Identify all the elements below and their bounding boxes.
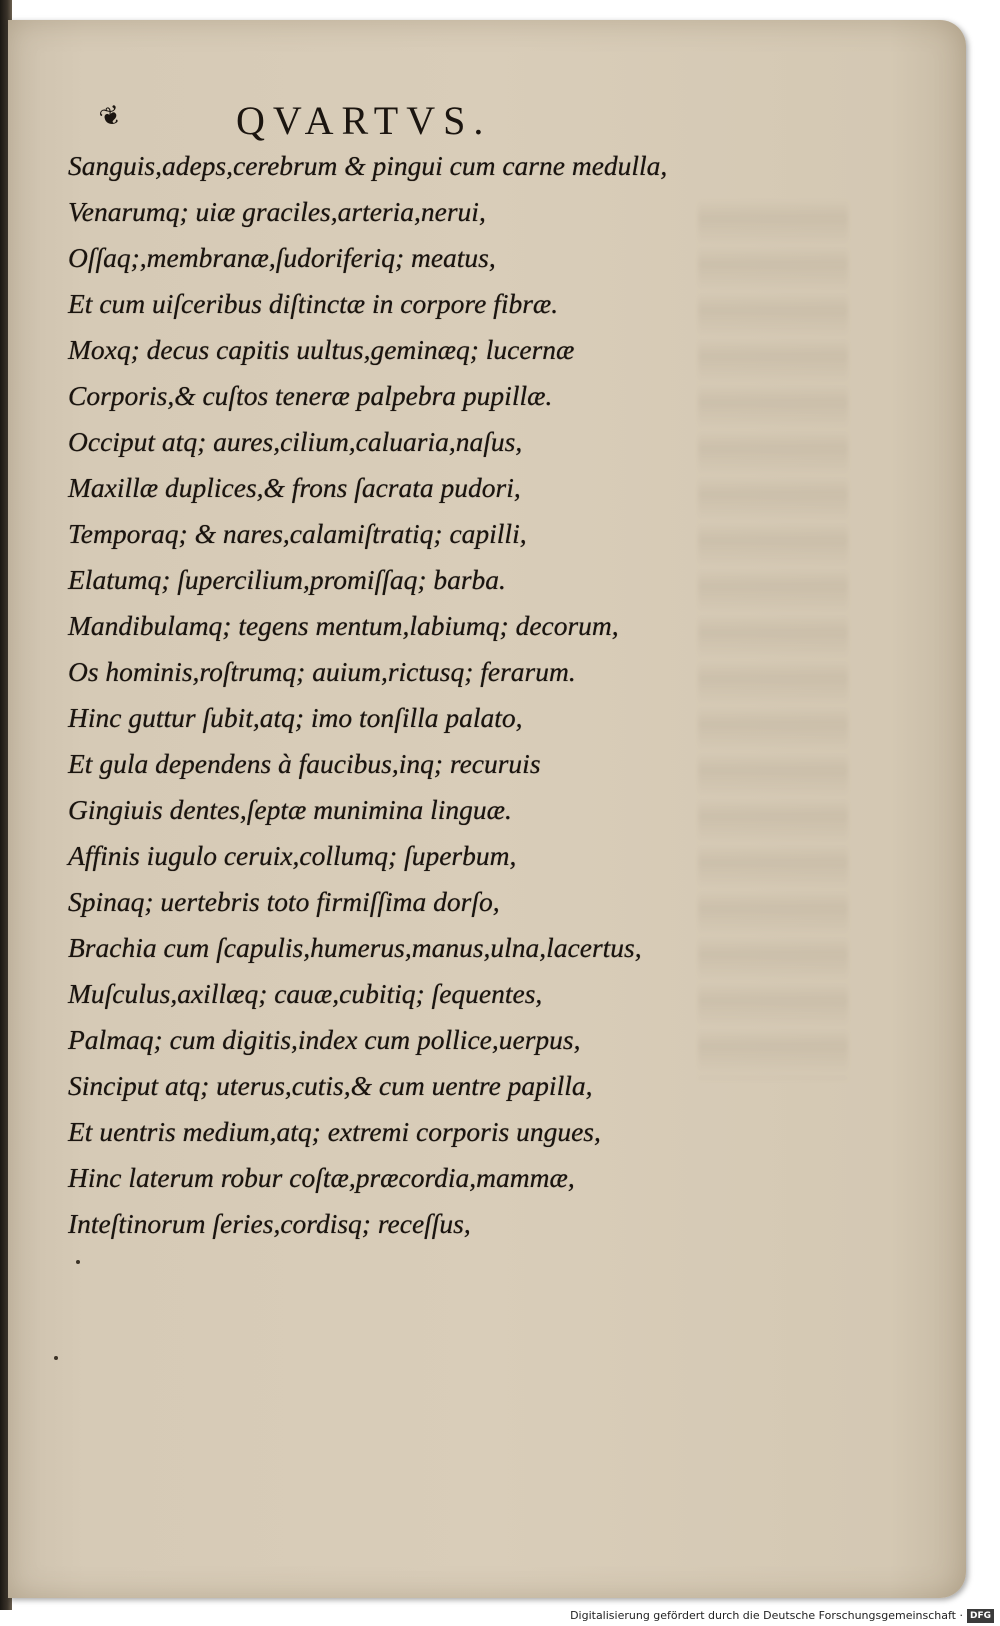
- ink-speck: [76, 1260, 80, 1264]
- verse-line: Occiput atq; aures,cilium,caluaria,naſus,: [68, 426, 523, 457]
- verse-line: Os hominis,roſtrumq; auium,rictusq; ferarum.: [68, 656, 576, 687]
- verse-line: Gingiuis dentes,ſeptæ munimina linguæ.: [68, 794, 512, 825]
- verse-line: Palmaq; cum digitis,index cum pollice,uerpus,: [68, 1024, 581, 1055]
- verse-line: Sinciput atq; uterus,cutis,& cum uentre papilla,: [68, 1070, 593, 1101]
- verse-line: Brachia cum ſcapulis,humerus,manus,ulna,lacertus,: [68, 932, 642, 963]
- verse-line: Venarumq; uiæ graciles,arteria,nerui,: [68, 196, 486, 227]
- verse-line: Muſculus,axillæq; cauæ,cubitiq; ſequentes,: [68, 978, 543, 1009]
- verse-text-block: [68, 150, 788, 1254]
- verse-line: Oſſaq;,membranæ,ſudoriferiq; meatus,: [68, 242, 496, 273]
- verse-line: Mandibulamq; tegens mentum,labiumq; decorum,: [68, 610, 619, 641]
- verse-line: Sanguis,adeps,cerebrum & pingui cum carne medulla,: [68, 150, 668, 181]
- verse-line: Elatumq; ſupercilium,promiſſaq; barba.: [68, 564, 506, 595]
- verse-line: Et uentris medium,atq; extremi corporis ungues,: [68, 1116, 601, 1147]
- verse-line: Hinc laterum robur coſtæ,præcordia,mammæ,: [68, 1162, 575, 1193]
- digitization-credit: [570, 1608, 994, 1624]
- running-head: [95, 96, 600, 152]
- credit-text: Digitalisierung gefördert durch die Deutsche Forschungsgemeinschaft ·: [570, 1609, 963, 1622]
- verse-line: Corporis,& cuſtos teneræ palpebra pupillæ.: [68, 380, 553, 411]
- verse-line: Moxq; decus capitis uultus,geminæq; lucernæ: [68, 334, 575, 365]
- verse-line: Et cum uiſceribus diſtinctæ in corpore fibræ.: [68, 288, 559, 319]
- verse-line: Hinc guttur ſubit,atq; imo tonſilla palato,: [68, 702, 523, 733]
- verse-line: Inteſtinorum ſeries,cordisq; receſſus,: [68, 1208, 471, 1239]
- verse-line: Maxillæ duplices,& frons ſacrata pudori,: [68, 472, 521, 503]
- fleuron-icon: ❦: [95, 99, 127, 135]
- verse-line: Affinis iugulo ceruix,collumq; ſuperbum,: [68, 840, 517, 871]
- dfg-logo-icon: DFG: [967, 1609, 994, 1623]
- verse-line: Temporaq; & nares,calamiſtratiq; capilli,: [68, 518, 527, 549]
- verse-line: Et gula dependens à faucibus,inq; recuruis: [68, 748, 541, 779]
- verse-line: Spinaq; uertebris toto firmiſſima dorſo,: [68, 886, 500, 917]
- ink-speck: [54, 1356, 58, 1360]
- page-heading: QVARTVS.: [236, 98, 492, 143]
- book-page: [8, 20, 966, 1598]
